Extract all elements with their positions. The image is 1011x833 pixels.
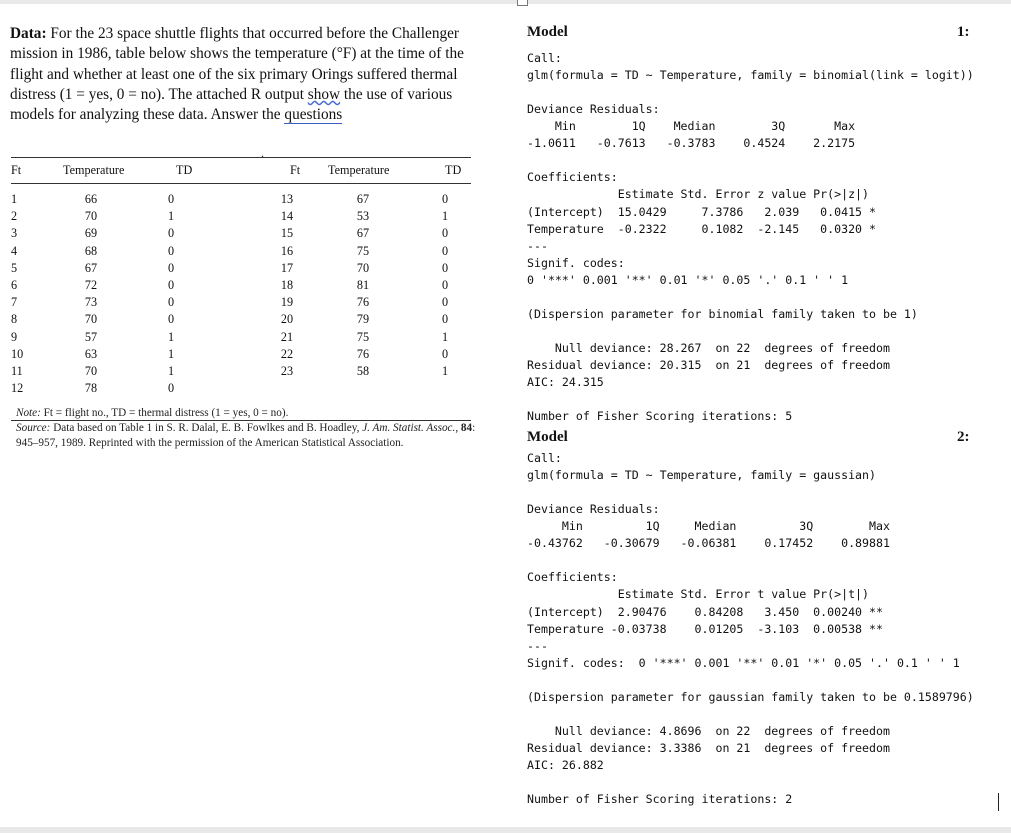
r-output-line: Temperature -0.03738 0.01205 -3.103 0.00538 ** [527, 621, 883, 636]
table-cell: 0 [441, 346, 449, 361]
table-cell: 69 [84, 226, 98, 241]
r-output-line: --- [527, 638, 548, 653]
table-cell: 0 [167, 381, 175, 396]
table-cell: 79 [356, 312, 370, 327]
table-cell: 4 [11, 243, 18, 258]
table-cell: 22 [280, 346, 294, 361]
table-cell: 18 [280, 278, 294, 292]
source-text-2: : 945–957, 1989. Reprinted with the permission of the American Statistical Association. [16, 422, 476, 449]
table-cell: 75 [356, 329, 370, 344]
source-volume: 84 [460, 422, 473, 434]
table-cell: 1 [167, 209, 175, 224]
r-output-line: Signif. codes: [527, 255, 625, 270]
r-output-line: -0.43762 -0.30679 -0.06381 0.17452 0.89881 [527, 536, 890, 551]
table-cell: 0 [441, 278, 449, 292]
table-cell: 0 [441, 243, 449, 258]
problem-description [10, 24, 500, 125]
r-output-line: (Dispersion parameter for binomial family taken to be 1) [527, 306, 918, 321]
table-cell: 16 [280, 243, 294, 258]
table-cell: 1 [441, 329, 449, 344]
table-cell: 78 [84, 381, 98, 396]
r-output-line: (Dispersion parameter for gaussian family taken to be 0.1589796) [527, 689, 974, 704]
source-text-1: Data based on Table 1 in S. R. Dalal, E. B. Fowlkes and B. Hoadley, [53, 422, 360, 434]
table-cell: 0 [441, 312, 449, 327]
source-journal: J. Am. Statist. Assoc. [362, 422, 456, 434]
r-output-line: -1.0611 -0.7613 -0.3783 0.4524 2.2175 [527, 136, 856, 151]
table-cell: 0 [167, 278, 175, 292]
table-cell: 13 [280, 192, 294, 206]
table-cell: 19 [280, 295, 294, 310]
r-output-line: (Intercept) 15.0429 7.3786 2.039 0.0415 * [527, 204, 877, 219]
r-output-line: AIC: 24.315 [527, 375, 604, 390]
table-cell: 7 [11, 295, 18, 310]
table-cell: 67 [356, 192, 370, 206]
table-header-cell: Temperature [328, 163, 390, 177]
table-cell: 20 [280, 312, 294, 327]
table-cell: 0 [441, 226, 449, 241]
table-header-cell: Ft [11, 163, 22, 177]
table-cell: 1 [167, 329, 175, 344]
table-cell: 72 [84, 278, 98, 292]
intro-text-mid: the use of various models for analyzing these data. Answer the [10, 85, 453, 124]
table-cell: 81 [356, 278, 370, 292]
table-cell: 76 [356, 295, 370, 310]
r-output-line: Estimate Std. Error t value Pr(>|t|) [527, 587, 870, 602]
table-header-cell: TD [445, 163, 462, 177]
r-output-line: Estimate Std. Error z value Pr(>|z|) [527, 187, 870, 202]
intro-text: For the 23 space shuttle flights that occurred before the Challenger mission in 1986, table below shows the temperature (°F) at the time of the flight and whether at least one of the six primary Orings suffered thermal distress (1 = yes, 0 = no). The attached R output [10, 25, 464, 103]
table-cell: 66 [84, 192, 98, 206]
table-cell: 12 [11, 381, 24, 396]
r-output-line: AIC: 26.882 [527, 758, 604, 773]
r-output-line: Coefficients: [527, 570, 618, 585]
r-output-line: Call: [527, 51, 562, 65]
source-line: Source: Data based on Table 1 in S. R. Dalal, E. B. Fowlkes and B. Hoadley, J. Am. Statist. Assoc., 84: 945–957, 1989. Reprinted with the permission of the American Statistical Association. [16, 422, 476, 449]
table-cell: 8 [11, 312, 18, 327]
table-cell: 58 [356, 364, 370, 378]
table-cell: 57 [84, 329, 98, 344]
table-cell: 70 [84, 209, 98, 224]
r-output-line: glm(formula = TD ~ Temperature, family = binomial(link = logit)) [527, 68, 974, 83]
r-output-line: Coefficients: [527, 170, 618, 185]
r-output-line: Number of Fisher Scoring iterations: 2 [527, 792, 793, 807]
table-cell: 15 [280, 226, 294, 241]
table-cell: 76 [356, 346, 370, 361]
top-border [0, 0, 1011, 4]
word-show[interactable]: show [307, 85, 341, 103]
table-header-row [11, 158, 471, 184]
table-cell: 3 [11, 226, 18, 241]
model1-number: 1: [957, 24, 970, 40]
table-header-cell: Ft [290, 163, 301, 177]
r-output-line: --- [527, 238, 548, 253]
text-cursor [998, 793, 999, 811]
table-cell: 0 [167, 312, 175, 327]
r-output-line: Residual deviance: 3.3386 on 21 degrees of freedom [527, 741, 890, 756]
note-label: Note: [16, 407, 41, 419]
table-cell: 73 [84, 295, 98, 310]
r-output-line: (Intercept) 2.90476 0.84208 3.450 0.00240 ** [527, 604, 883, 619]
table-cell: 75 [356, 243, 370, 258]
table-cell: 0 [167, 295, 175, 310]
r-output-line: glm(formula = TD ~ Temperature, family = gaussian) [527, 468, 877, 483]
table-cell: 17 [280, 260, 294, 275]
table-cell: 67 [84, 260, 98, 275]
table-cell: 9 [11, 329, 18, 344]
stray-dot: . [261, 146, 264, 160]
table-cell: 10 [11, 346, 24, 361]
table-cell: 11 [11, 364, 23, 378]
table-cell: 21 [280, 329, 294, 344]
r-output-line: Null deviance: 4.8696 on 22 degrees of freedom [527, 723, 890, 738]
table-cell: 70 [84, 312, 98, 327]
table-cell: 0 [167, 226, 175, 241]
table-cell: 14 [280, 209, 294, 224]
table-cell: 1 [167, 346, 175, 361]
table-cell: 68 [84, 243, 98, 258]
table-cell: 53 [356, 209, 370, 224]
table-cell: 0 [167, 260, 175, 275]
model1-title: Model [527, 24, 568, 40]
table-cell: 0 [441, 260, 449, 275]
table-cell: 0 [167, 243, 175, 258]
note-text: Ft = flight no., TD = thermal distress (1 = yes, 0 = no). [43, 407, 289, 419]
model2-number: 2: [957, 429, 970, 445]
shuttle-data-table [11, 157, 471, 421]
table-cell: 0 [441, 192, 449, 206]
bottom-border [0, 827, 1011, 833]
table-header-cell: Temperature [63, 163, 125, 177]
table-cell: 6 [11, 278, 18, 292]
word-questions[interactable]: questions [284, 106, 343, 124]
table-cell: 1 [167, 364, 175, 378]
r-output-line: Signif. codes: 0 '***' 0.001 '**' 0.01 '*' 0.05 '.' 0.1 ' ' 1 [527, 655, 960, 670]
table-cell: 1 [11, 192, 18, 206]
table-cell: 1 [441, 209, 449, 224]
table-cell: 70 [84, 364, 98, 378]
note-line [16, 406, 486, 421]
r-output-line: Min 1Q Median 3Q Max [527, 119, 856, 134]
r-output-line: Null deviance: 28.267 on 22 degrees of freedom [527, 341, 890, 356]
table-cell: 1 [441, 364, 449, 378]
table-cell: 63 [84, 346, 98, 361]
table-note [16, 406, 486, 451]
table-cell: 2 [11, 209, 18, 224]
table-cell: 23 [280, 364, 294, 378]
table-cell: 0 [167, 192, 175, 206]
model2-title: Model [527, 429, 568, 445]
r-output-line: Deviance Residuals: [527, 502, 660, 517]
r-output-line: Residual deviance: 20.315 on 21 degrees of freedom [527, 358, 890, 373]
r-output-line: Temperature -0.2322 0.1082 -2.145 0.0320 * [527, 221, 877, 236]
source-label: Source: [16, 422, 51, 434]
table-cell: 5 [11, 260, 18, 275]
r-output-line: 0 '***' 0.001 '**' 0.01 '*' 0.05 '.' 0.1 ' ' 1 [527, 272, 849, 287]
table-cell: 0 [441, 295, 449, 310]
table-body [11, 184, 471, 420]
table-cell: 70 [356, 260, 370, 275]
table-cell: 67 [356, 226, 370, 241]
r-output-line: Min 1Q Median 3Q Max [527, 519, 890, 534]
page-tab-marker [517, 0, 528, 6]
r-output-line: Deviance Residuals: [527, 102, 660, 117]
r-output-line: Number of Fisher Scoring iterations: 5 [527, 409, 793, 424]
table-header-cell: TD [176, 163, 193, 177]
r-output-line: Call: [527, 451, 562, 465]
data-label: Data: [10, 25, 47, 42]
